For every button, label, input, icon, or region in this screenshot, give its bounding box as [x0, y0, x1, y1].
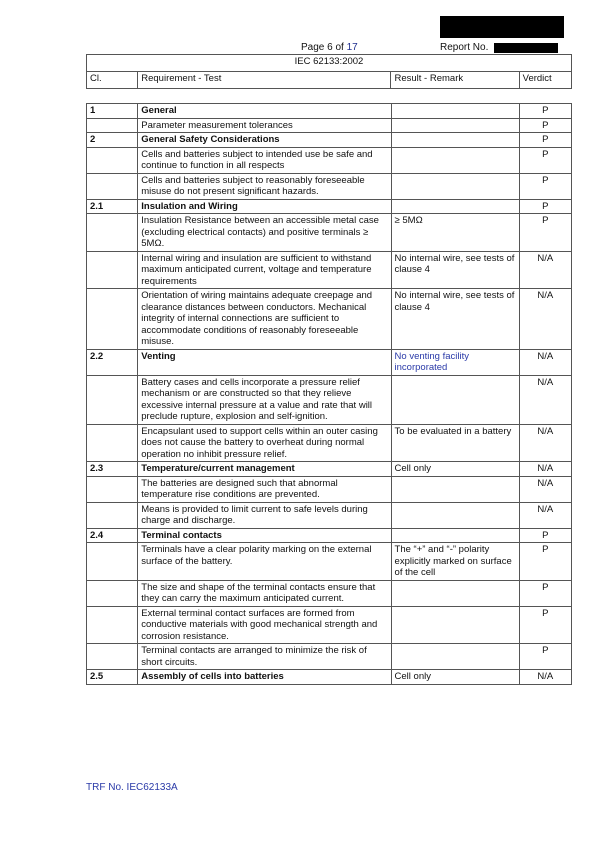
verdict-cell: N/A	[519, 251, 571, 289]
requirement-cell: General Safety Considerations	[138, 133, 391, 148]
requirement-cell: Terminal contacts are arranged to minimize the risk of short circuits.	[138, 644, 391, 670]
col-header-requirement: Requirement - Test	[138, 72, 391, 89]
clause-cell	[87, 375, 138, 424]
requirement-cell: Cells and batteries subject to intended use be safe and continue to function in all respects	[138, 147, 391, 173]
col-header-result: Result - Remark	[391, 72, 519, 89]
table-row	[87, 476, 572, 502]
verdict-cell: P	[519, 214, 571, 252]
requirement-cell: Insulation and Wiring	[138, 199, 391, 214]
clause-cell	[87, 502, 138, 528]
requirements-table	[86, 103, 572, 685]
result-cell: To be evaluated in a battery	[391, 424, 519, 462]
requirement-cell: Temperature/current management	[138, 462, 391, 477]
table-row	[87, 147, 572, 173]
result-cell	[391, 606, 519, 644]
verdict-cell: N/A	[519, 375, 571, 424]
result-cell	[391, 580, 519, 606]
table-row	[87, 375, 572, 424]
requirement-cell: Insulation Resistance between an accessible metal case (excluding electrical contacts) and positive terminals ≥ 5MΩ.	[138, 214, 391, 252]
clause-cell	[87, 289, 138, 350]
result-cell	[391, 528, 519, 543]
table-row	[87, 502, 572, 528]
table-row	[87, 289, 572, 350]
result-cell: Cell only	[391, 670, 519, 685]
section-row	[87, 104, 572, 119]
clause-cell	[87, 424, 138, 462]
table-row	[87, 606, 572, 644]
verdict-cell: P	[519, 118, 571, 133]
result-cell: No venting facility incorporated	[391, 349, 519, 375]
result-cell	[391, 644, 519, 670]
header-table	[86, 54, 572, 89]
clause-cell	[87, 118, 138, 133]
report-number-label: Report No.	[440, 42, 489, 53]
verdict-cell: P	[519, 606, 571, 644]
result-cell: No internal wire, see tests of clause 4	[391, 251, 519, 289]
section-row	[87, 462, 572, 477]
requirement-cell: The batteries are designed such that abnormal temperature rise conditions are prevented.	[138, 476, 391, 502]
result-cell	[391, 147, 519, 173]
table-row	[87, 580, 572, 606]
section-row	[87, 670, 572, 685]
requirement-cell: External terminal contact surfaces are formed from conductive materials with good mechanical strength and corrosion resistance.	[138, 606, 391, 644]
clause-cell: 2	[87, 133, 138, 148]
requirement-cell: Battery cases and cells incorporate a pressure relief mechanism or are constructed so that they relieve excessive internal pressure at a value and rate that will preclude rupture, explosion and self-ignition.	[138, 375, 391, 424]
clause-cell	[87, 147, 138, 173]
clause-cell: 2.5	[87, 670, 138, 685]
col-header-verdict: Verdict	[519, 72, 571, 89]
clause-cell	[87, 476, 138, 502]
requirement-cell: Venting	[138, 349, 391, 375]
page-current: 6	[327, 42, 333, 53]
verdict-cell: N/A	[519, 349, 571, 375]
result-cell	[391, 375, 519, 424]
result-cell	[391, 173, 519, 199]
table-row	[87, 644, 572, 670]
result-cell	[391, 502, 519, 528]
verdict-cell: P	[519, 644, 571, 670]
verdict-cell: P	[519, 580, 571, 606]
clause-cell	[87, 606, 138, 644]
column-header-row	[87, 72, 572, 89]
verdict-cell: P	[519, 528, 571, 543]
clause-cell	[87, 251, 138, 289]
requirement-cell: Encapsulant used to support cells within an outer casing does not cause the battery to overheat during normal operation no inhibit pressure relief.	[138, 424, 391, 462]
table-row	[87, 173, 572, 199]
requirement-cell: Parameter measurement tolerances	[138, 118, 391, 133]
result-cell	[391, 133, 519, 148]
clause-cell: 2.4	[87, 528, 138, 543]
clause-cell	[87, 543, 138, 581]
requirement-cell: The size and shape of the terminal contacts ensure that they can carry the maximum anticipated current.	[138, 580, 391, 606]
clause-cell	[87, 644, 138, 670]
page-prefix: Page	[301, 42, 328, 53]
col-header-cl: Cl.	[87, 72, 138, 89]
requirement-cell: Cells and batteries subject to reasonably foreseeable misuse do not present significant hazards.	[138, 173, 391, 199]
section-row	[87, 528, 572, 543]
result-cell: Cell only	[391, 462, 519, 477]
clause-cell	[87, 214, 138, 252]
clause-cell: 2.3	[87, 462, 138, 477]
verdict-cell: P	[519, 104, 571, 119]
verdict-cell: P	[519, 543, 571, 581]
verdict-cell: N/A	[519, 462, 571, 477]
requirement-cell: Orientation of wiring maintains adequate creepage and clearance distances between conductors. Mechanical integrity of internal connections are sufficient to accommodate conditions of reasonably foreseeable misuse.	[138, 289, 391, 350]
table-row	[87, 251, 572, 289]
result-cell	[391, 118, 519, 133]
requirement-cell: Means is provided to limit current to safe levels during charge and discharge.	[138, 502, 391, 528]
clause-cell	[87, 580, 138, 606]
verdict-cell: N/A	[519, 502, 571, 528]
table-row	[87, 214, 572, 252]
page-number	[301, 42, 358, 53]
verdict-cell: N/A	[519, 424, 571, 462]
redacted-report-number	[494, 43, 558, 53]
redacted-header-block	[440, 16, 564, 38]
result-cell	[391, 104, 519, 119]
clause-cell: 1	[87, 104, 138, 119]
trf-number: TRF No. IEC62133A	[86, 782, 178, 793]
verdict-cell: N/A	[519, 670, 571, 685]
requirement-cell: Internal wiring and insulation are sufficient to withstand maximum anticipated current, voltage and temperature requirements	[138, 251, 391, 289]
table-row	[87, 118, 572, 133]
section-row	[87, 349, 572, 375]
result-cell	[391, 199, 519, 214]
verdict-cell: N/A	[519, 289, 571, 350]
result-cell: ≥ 5MΩ	[391, 214, 519, 252]
requirement-cell: General	[138, 104, 391, 119]
result-cell: The “+” and “-” polarity explicitly marked on surface of the cell	[391, 543, 519, 581]
clause-cell: 2.1	[87, 199, 138, 214]
section-row	[87, 199, 572, 214]
table-row	[87, 424, 572, 462]
standard-row	[87, 55, 572, 72]
verdict-cell: P	[519, 147, 571, 173]
result-cell	[391, 476, 519, 502]
verdict-cell: P	[519, 173, 571, 199]
page-of-text: of	[332, 42, 347, 53]
verdict-cell: N/A	[519, 476, 571, 502]
section-row	[87, 133, 572, 148]
requirement-cell: Terminal contacts	[138, 528, 391, 543]
requirement-cell: Assembly of cells into batteries	[138, 670, 391, 685]
result-cell: No internal wire, see tests of clause 4	[391, 289, 519, 350]
clause-cell	[87, 173, 138, 199]
verdict-cell: P	[519, 133, 571, 148]
verdict-cell: P	[519, 199, 571, 214]
table-row	[87, 543, 572, 581]
requirement-cell: Terminals have a clear polarity marking on the external surface of the battery.	[138, 543, 391, 581]
standard-title: IEC 62133:2002	[87, 55, 572, 72]
clause-cell: 2.2	[87, 349, 138, 375]
page-total: 17	[346, 42, 358, 53]
